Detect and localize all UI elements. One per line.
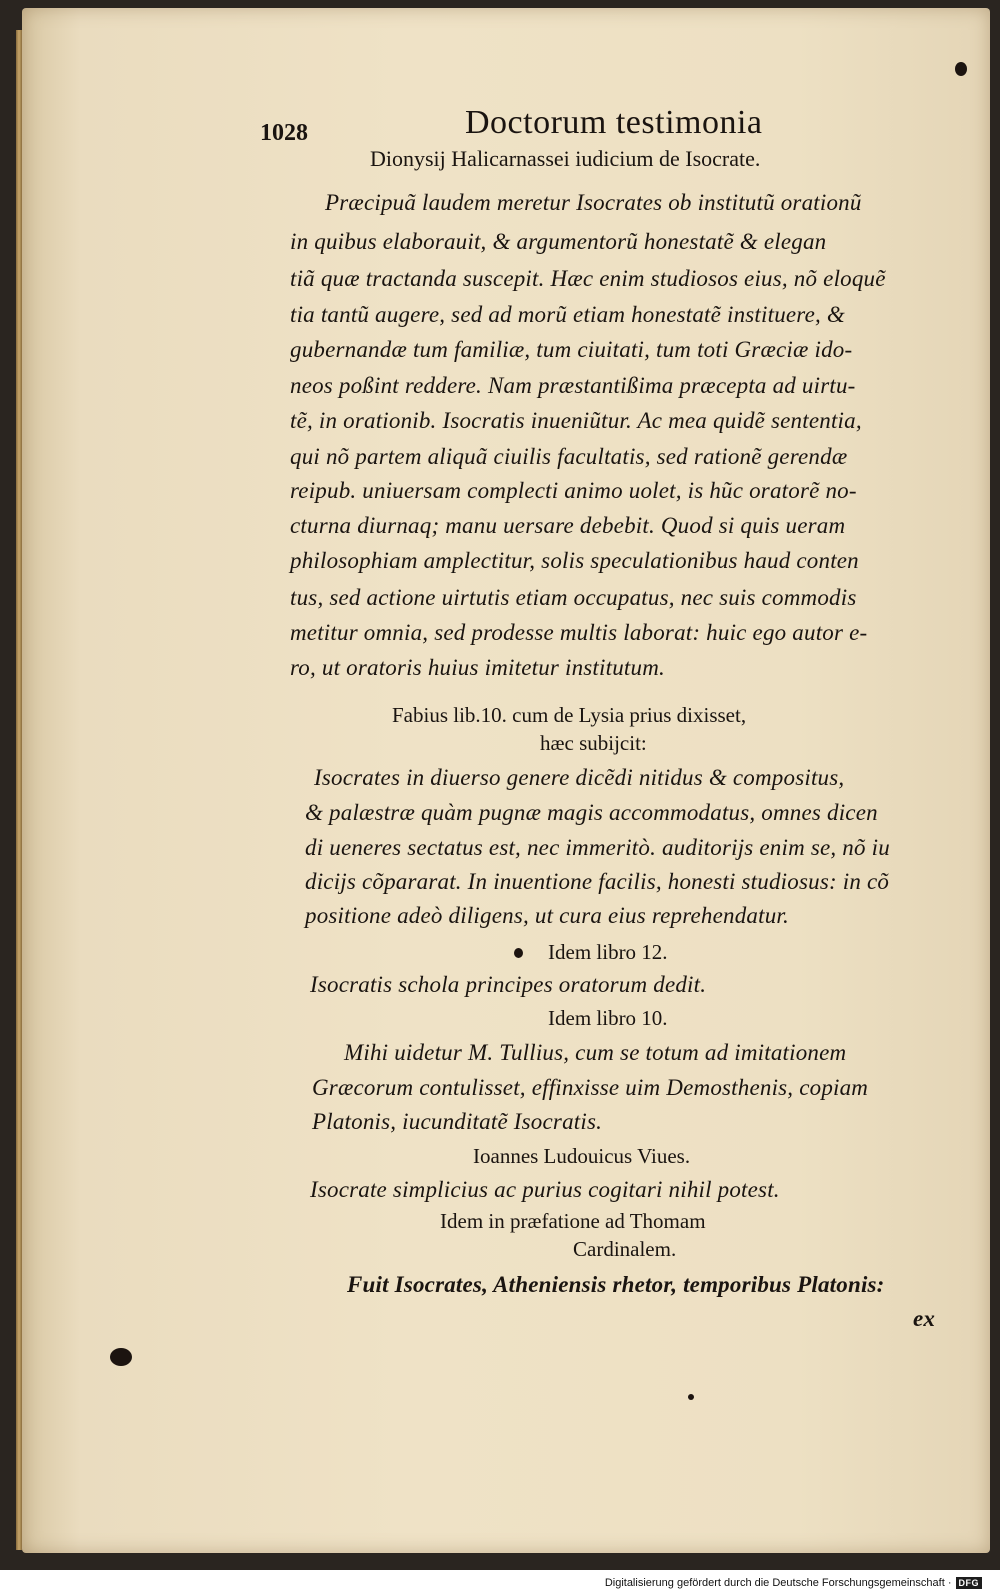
body-line: qui nõ partem aliquã ciuilis facultatis, sed rationẽ gerendæ xyxy=(290,444,848,469)
quote-line: Isocrates in diuerso genere dicẽdi nitidus & compositus, xyxy=(314,765,845,790)
body-line: Præcipuã laudem meretur Isocrates ob institutũ orationũ xyxy=(325,190,862,215)
quote-line: Isocrate simplicius ac purius cogitari nihil potest. xyxy=(310,1177,780,1202)
quote-line: Isocratis schola principes oratorum dedit. xyxy=(310,972,707,997)
body-line: cturna diurnaq; manu uersare debebit. Quod si quis ueram xyxy=(290,513,846,538)
citation-heading: Ioannes Ludouicus Viues. xyxy=(473,1144,691,1168)
quote-line: Græcorum contulisset, effinxisse uim Demosthenis, copiam xyxy=(312,1075,869,1100)
body-line: tiã quæ tractanda suscepit. Hæc enim studiosos eius, nõ eloquẽ xyxy=(290,266,886,291)
quote-line: di ueneres sectatus est, nec immeritò. auditorijs enim se, nõ iu xyxy=(305,835,890,860)
quote-line: Mihi uidetur M. Tullius, cum se totum ad imitationem xyxy=(344,1040,847,1065)
quote-line: Fuit Isocrates, Atheniensis rhetor, temporibus Platonis: xyxy=(347,1272,885,1297)
body-line: tia tantũ augere, sed ad morũ etiam honestatẽ instituere, & xyxy=(290,302,846,327)
quote-line: & palæstræ quàm pugnæ magis accommodatus, omnes dicen xyxy=(305,800,878,825)
ink-spot xyxy=(955,62,967,76)
body-line: reipub. uniuersam complecti animo uolet, is hũc oratorẽ no- xyxy=(290,478,857,503)
citation-heading: hæc subijcit: xyxy=(540,731,647,755)
body-line: in quibus elaborauit, & argumentorũ honestatẽ & elegan xyxy=(290,229,827,254)
ink-spot xyxy=(514,948,523,958)
credit-text: Digitalisierung gefördert durch die Deutsche Forschungsgemeinschaft · xyxy=(604,1577,952,1589)
citation-heading: Idem libro 12. xyxy=(548,940,668,964)
body-line: ro, ut oratoris huius imitetur institutum. xyxy=(290,655,665,680)
body-line: gubernandæ tum familiæ, tum ciuitati, tum toti Græciæ ido- xyxy=(290,337,853,362)
dfg-logo: DFG xyxy=(956,1577,983,1589)
citation-heading: Fabius lib.10. cum de Lysia prius dixisset, xyxy=(392,703,747,727)
catchword: ex xyxy=(913,1306,936,1331)
section-heading: Dionysij Halicarnassei iudicium de Isocrate. xyxy=(370,146,761,171)
ink-spot xyxy=(688,1394,694,1400)
body-line: neos poßint reddere. Nam præstantißima præcepta ad uirtu- xyxy=(290,373,856,398)
quote-line: dicijs cõpararat. In inuentione facilis, honesti studiosus: in cõ xyxy=(305,869,890,894)
body-line: philosophiam amplectitur, solis speculationibus haud conten xyxy=(290,548,859,573)
body-line: tus, sed actione uirtutis etiam occupatus, nec suis commodis xyxy=(290,585,857,610)
quote-line: positione adeò diligens, ut cura eius reprehendatur. xyxy=(305,903,789,928)
digitization-credit xyxy=(605,1577,982,1589)
ink-spot xyxy=(110,1348,132,1366)
running-head: Doctorum testimonia xyxy=(465,104,763,141)
body-line: metitur omnia, sed prodesse multis laborat: huic ego autor e- xyxy=(290,620,868,645)
citation-heading: Idem in præfatione ad Thomam xyxy=(440,1209,706,1233)
quote-line: Platonis, iucunditatẽ Isocratis. xyxy=(312,1109,603,1134)
citation-heading: Idem libro 10. xyxy=(548,1006,668,1030)
citation-heading: Cardinalem. xyxy=(573,1237,677,1261)
page-number: 1028 xyxy=(260,120,308,146)
body-line: tẽ, in orationib. Isocratis inueniũtur. Ac mea quidẽ sententia, xyxy=(290,408,862,433)
